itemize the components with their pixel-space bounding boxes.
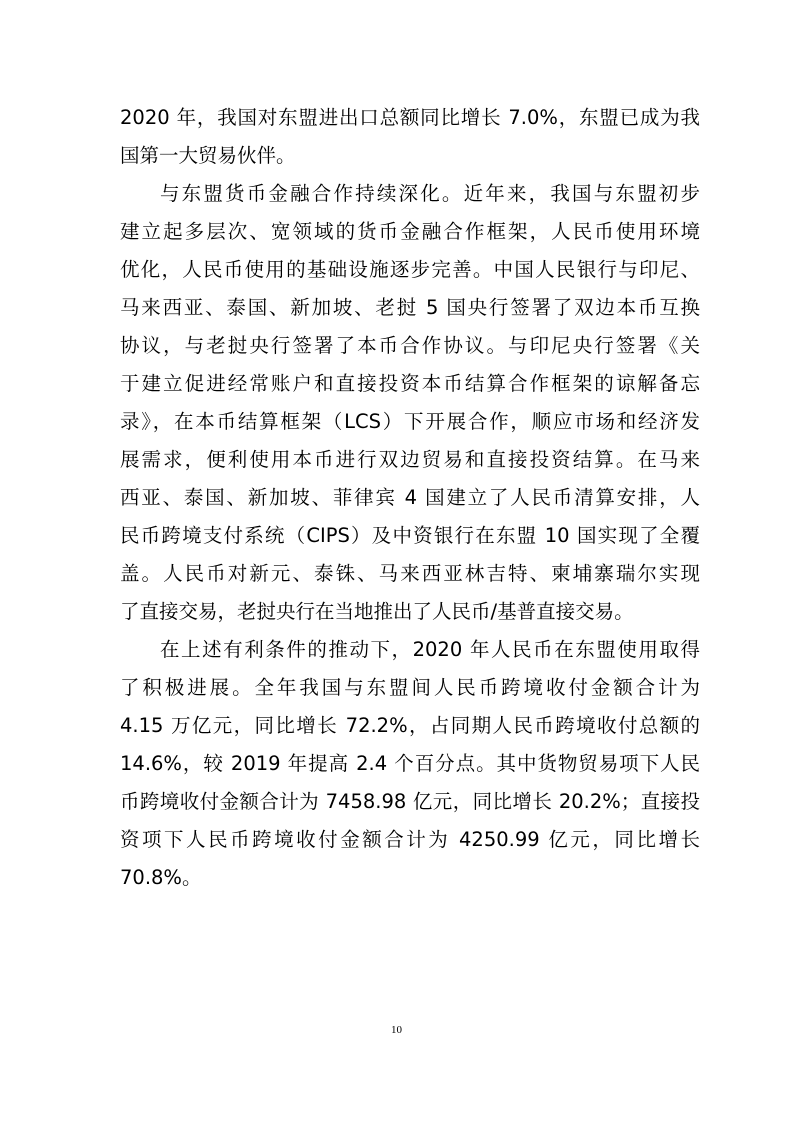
paragraph-2-line-7: 录》，在本币结算框架（LCS）下开展合作，顺应市场和经济发 (120, 410, 700, 433)
paragraph-3-line-1: 在上述有利条件的推动下，2020 年人民币在东盟使用取得 (160, 638, 700, 661)
paragraph-2-line-3: 优化，人民币使用的基础设施逐步完善。中国人民银行与印尼、 (120, 258, 700, 281)
paragraph-3-line-2: 了积极进展。全年我国与东盟间人民币跨境收付金额合计为 (120, 676, 700, 699)
paragraph-3-line-5: 币跨境收付金额合计为 7458.98 亿元，同比增长 20.2%；直接投 (120, 790, 700, 813)
paragraph-2-line-2: 建立起多层次、宽领域的货币金融合作框架，人民币使用环境 (120, 220, 700, 243)
paragraph-1-line-1: 2020 年，我国对东盟进出口总额同比增长 7.0%，东盟已成为我 (120, 106, 700, 129)
paragraph-2-line-5: 协议，与老挝央行签署了本币合作协议。与印尼央行签署《关 (120, 334, 700, 357)
paragraph-3-line-4: 14.6%，较 2019 年提高 2.4 个百分点。其中货物贸易项下人民 (120, 752, 700, 775)
paragraph-2-line-8: 展需求，便利使用本币进行双边贸易和直接投资结算。在马来 (120, 448, 700, 471)
paragraph-2-line-10: 民币跨境支付系统（CIPS）及中资银行在东盟 10 国实现了全覆 (120, 524, 700, 547)
page-number: 10 (391, 1024, 402, 1036)
paragraph-3-line-3: 4.15 万亿元，同比增长 72.2%，占同期人民币跨境收付总额的 (120, 714, 700, 737)
paragraph-2-line-1: 与东盟货币金融合作持续深化。近年来，我国与东盟初步 (160, 182, 700, 205)
paragraph-1-line-2: 国第一大贸易伙伴。 (120, 144, 296, 167)
paragraph-3-line-6: 资项下人民币跨境收付金额合计为 4250.99 亿元，同比增长 (120, 828, 700, 851)
paragraph-2-line-12: 了直接交易，老挝央行在当地推出了人民币/基普直接交易。 (120, 600, 634, 623)
paragraph-3-line-7: 70.8%。 (120, 866, 202, 889)
paragraph-2-line-4: 马来西亚、泰国、新加坡、老挝 5 国央行签署了双边本币互换 (120, 296, 700, 319)
paragraph-2-line-6: 于建立促进经常账户和直接投资本币结算合作框架的谅解备忘 (120, 372, 700, 395)
paragraph-2-line-11: 盖。人民币对新元、泰铢、马来西亚林吉特、柬埔寨瑞尔实现 (120, 562, 700, 585)
paragraph-2-line-9: 西亚、泰国、新加坡、菲律宾 4 国建立了人民币清算安排，人 (120, 486, 700, 509)
